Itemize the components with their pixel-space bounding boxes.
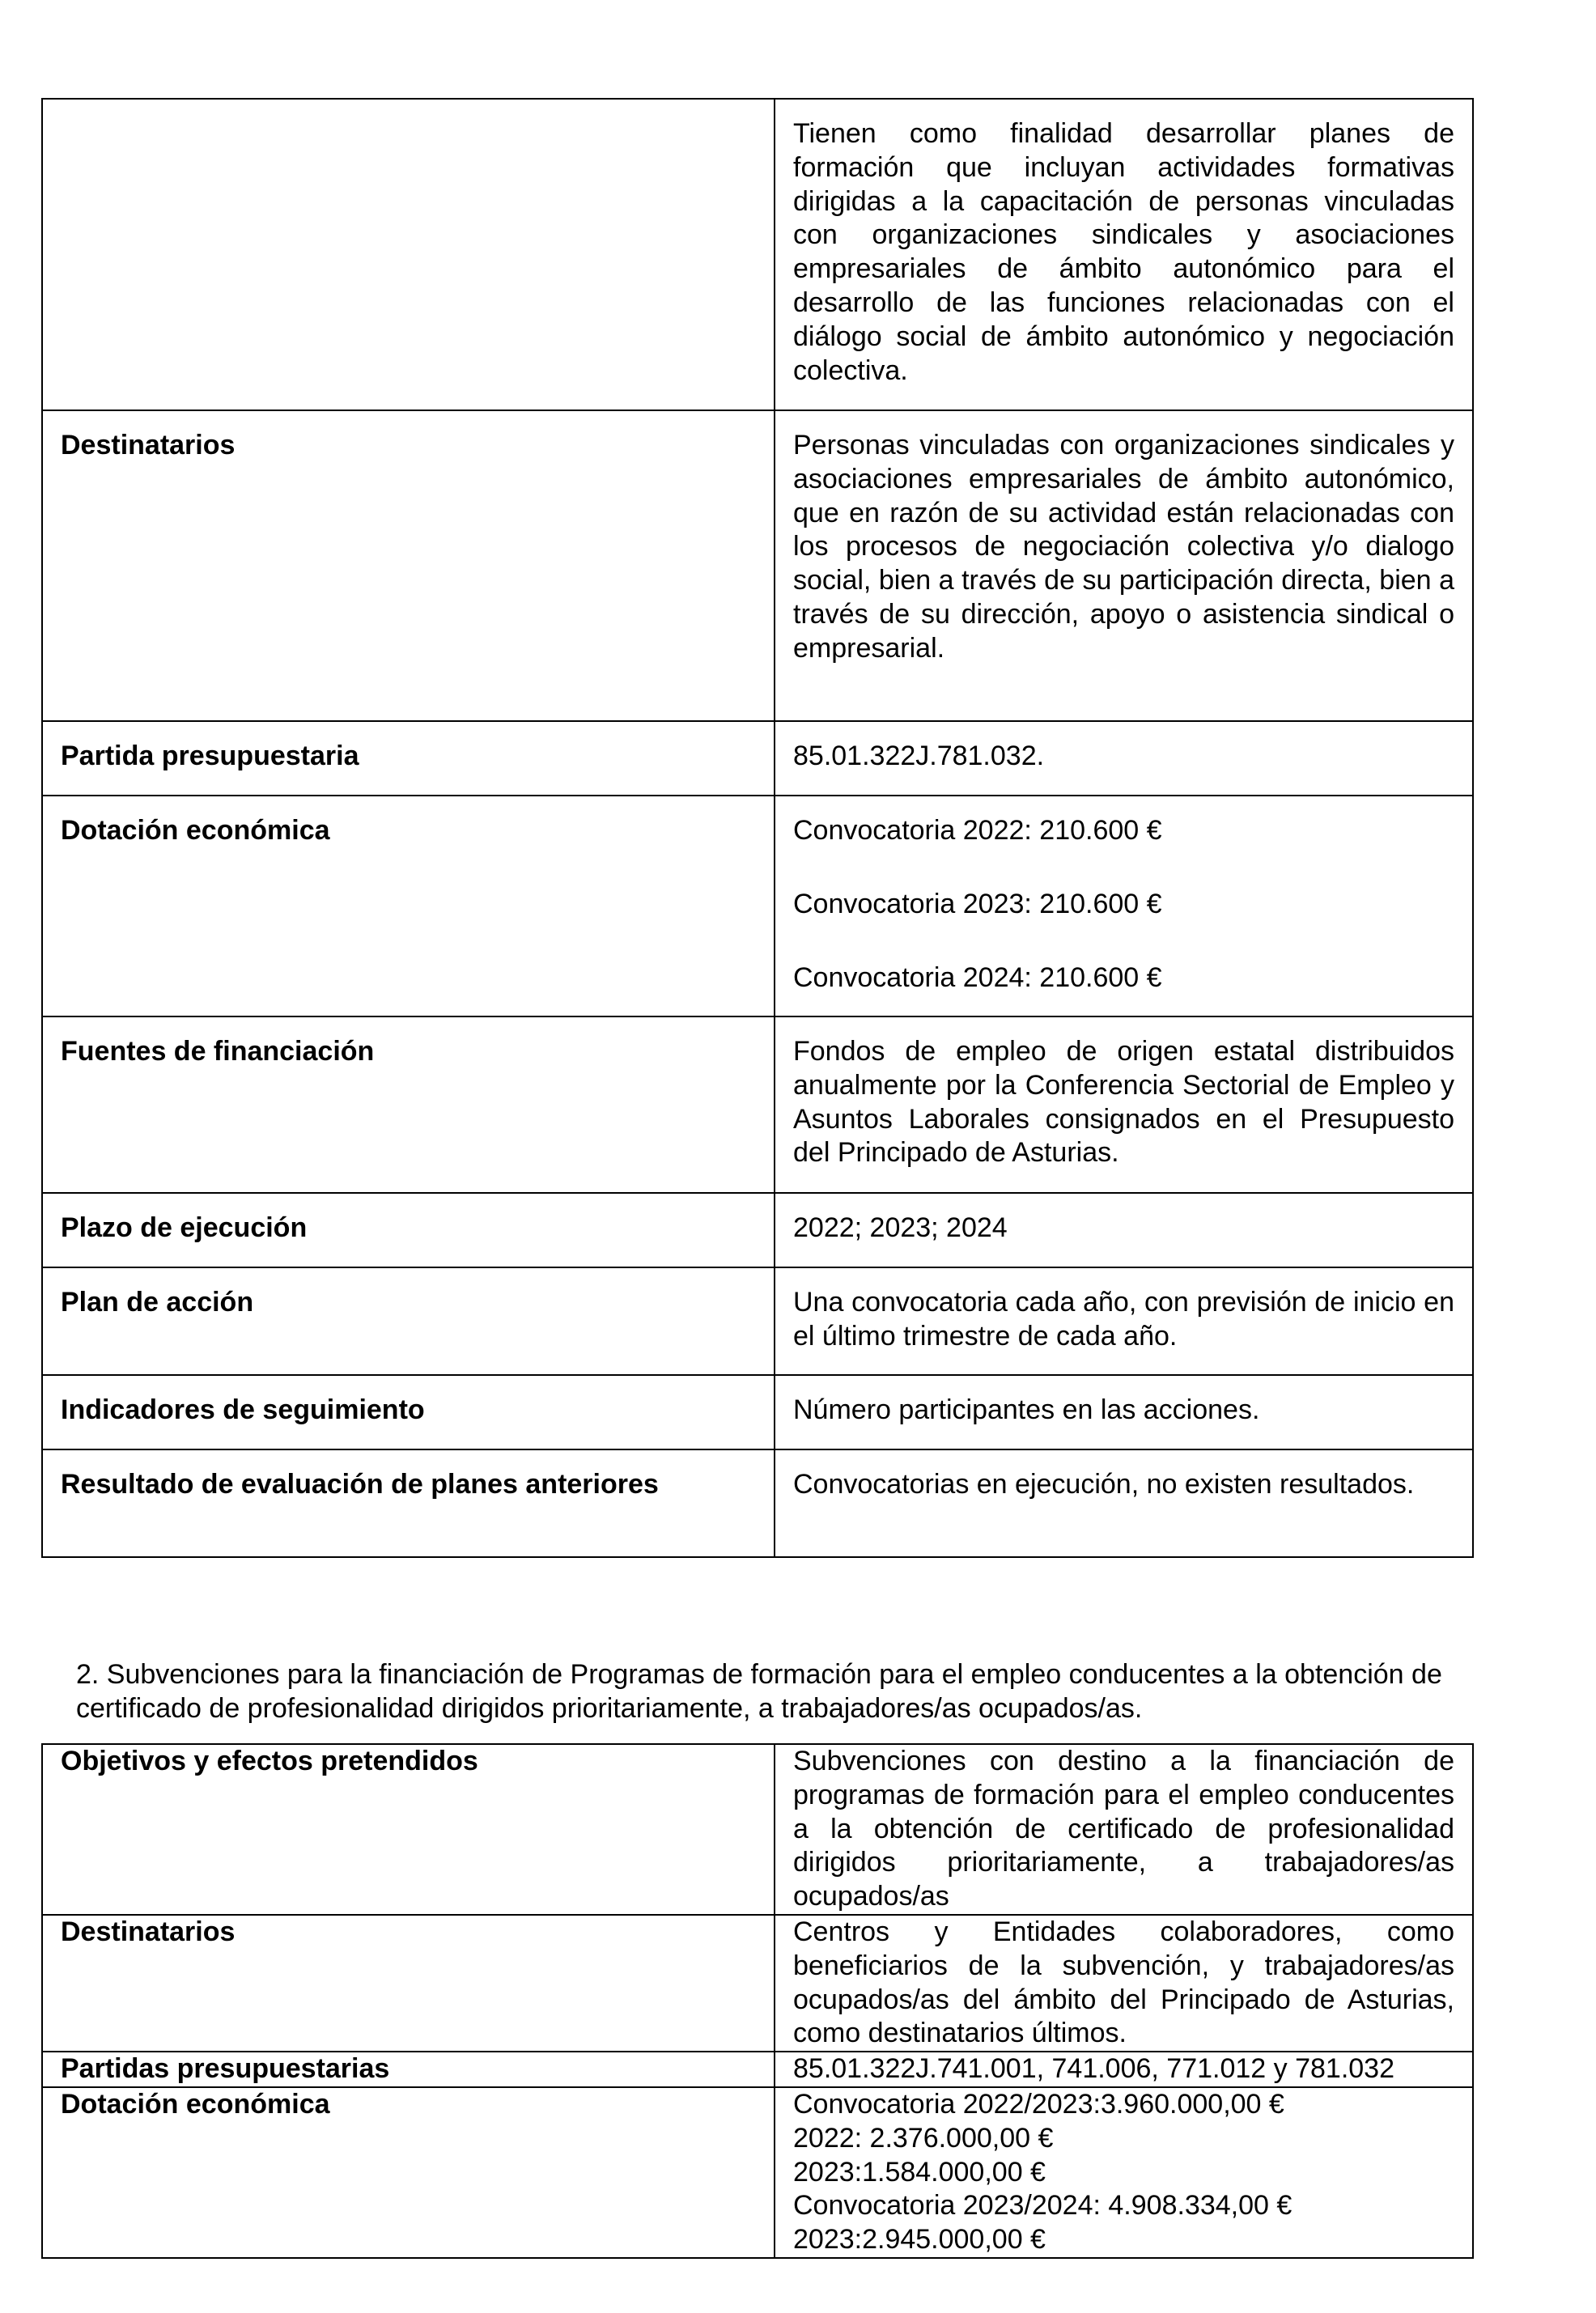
- budget-line-value: 85.01.322J.781.032.: [775, 721, 1473, 796]
- action-plan-value: Una convocatoria cada año, con previsión de inicio en el último trimestre de cada año.: [775, 1267, 1473, 1375]
- objectives-label: Objetivos y efectos pretendidos: [42, 1744, 775, 1915]
- table-row: [42, 1267, 1473, 1375]
- indicators-value: Número participantes en las acciones.: [775, 1375, 1473, 1449]
- table-row: [42, 721, 1473, 796]
- table-row: [42, 1449, 1473, 1557]
- recipients-label: Destinatarios: [42, 410, 775, 721]
- recipients-value: Personas vinculadas con organizaciones sindicales y asociaciones empresariales de ámbito autonómico, que en razón de su actividad están relacionadas con los procesos de negociación colectiva y/o dialogo social, bien a través de su participación directa, bien a través de su dirección, apoyo o asistencia sindical o empresarial.: [775, 410, 1473, 721]
- recipients-value: Centros y Entidades colaboradores, como beneficiarios de la subvención, y trabajadores/as ocupados/as del ámbito del Principado de Asturias, como destinatarios últimos.: [775, 1915, 1473, 2052]
- table-row: [42, 99, 1473, 410]
- funding-amount-value: [775, 796, 1473, 1016]
- funding-2022: Convocatoria 2022: 210.600 €: [793, 815, 1162, 846]
- funding-sources-label: Fuentes de financiación: [42, 1016, 775, 1193]
- objectives-value: Subvenciones con destino a la financiación de programas de formación para el empleo conducentes a la obtención de certificado de profesionalidad dirigidos prioritariamente, a trabajadores/as ocupados/as: [775, 1744, 1473, 1915]
- execution-period-label: Plazo de ejecución: [42, 1193, 775, 1267]
- funding-2024: Convocatoria 2024: 210.600 €: [793, 961, 1162, 993]
- table-row: [42, 1193, 1473, 1267]
- table-row: [42, 1016, 1473, 1193]
- budget-lines-label: Partidas presupuestarias: [42, 2052, 775, 2087]
- table-row: [42, 1744, 1473, 1915]
- programme-1-table: [41, 98, 1474, 1558]
- budget-line-label: Partida presupuestaria: [42, 721, 775, 796]
- funding-amount-value: [775, 2087, 1473, 2258]
- funding-amount-label: Dotación económica: [42, 2087, 775, 2258]
- table-row: [42, 796, 1473, 1016]
- evaluation-result-label: Resultado de evaluación de planes anteriores: [42, 1449, 775, 1557]
- recipients-label: Destinatarios: [42, 1915, 775, 2052]
- funding-line: 2023:1.584.000,00 €: [793, 2156, 1046, 2188]
- table-row: [42, 1915, 1473, 2052]
- funding-sources-value: Fondos de empleo de origen estatal distribuidos anualmente por la Conferencia Sectorial de Empleo y Asuntos Laborales consignados en el Presupuesto del Principado de Asturias.: [775, 1016, 1473, 1193]
- table-row: [42, 1375, 1473, 1449]
- execution-period-value: 2022; 2023; 2024: [775, 1193, 1473, 1267]
- section-2-heading: 2. Subvenciones para la financiación de Programas de formación para el empleo conducentes a la obtención de certificado de profesionalidad dirigidos prioritariamente, a trabajadores/as ocupados/as.: [76, 1659, 1442, 1724]
- action-plan-label: Plan de acción: [42, 1267, 775, 1375]
- funding-line: 2023:2.945.000,00 €: [793, 2224, 1046, 2256]
- funding-line: 2022: 2.376.000,00 €: [793, 2122, 1054, 2154]
- table-row: [42, 2087, 1473, 2258]
- indicators-label: Indicadores de seguimiento: [42, 1375, 775, 1449]
- budget-lines-value: 85.01.322J.741.001, 741.006, 771.012 y 781.032: [775, 2052, 1473, 2087]
- programme-2-table: [41, 1743, 1474, 2259]
- objectives-value: Tienen como finalidad desarrollar planes de formación que incluyan actividades formativas dirigidas a la capacitación de personas vinculadas con organizaciones sindicales y asociaciones empresariales de ámbito autonómico para el desarrollo de las funciones relacionadas con el diálogo social de ámbito autonómico y negociación colectiva.: [775, 99, 1473, 410]
- table-row: [42, 410, 1473, 721]
- table-row: [42, 2052, 1473, 2087]
- funding-line: Convocatoria 2023/2024: 4.908.334,00 €: [793, 2190, 1293, 2222]
- funding-2023: Convocatoria 2023: 210.600 €: [793, 888, 1162, 919]
- funding-amount-label: Dotación económica: [42, 796, 775, 1016]
- row-label-empty: [42, 99, 775, 410]
- funding-line: Convocatoria 2022/2023:3.960.000,00 €: [793, 2088, 1284, 2120]
- evaluation-result-value: Convocatorias en ejecución, no existen resultados.: [775, 1449, 1473, 1557]
